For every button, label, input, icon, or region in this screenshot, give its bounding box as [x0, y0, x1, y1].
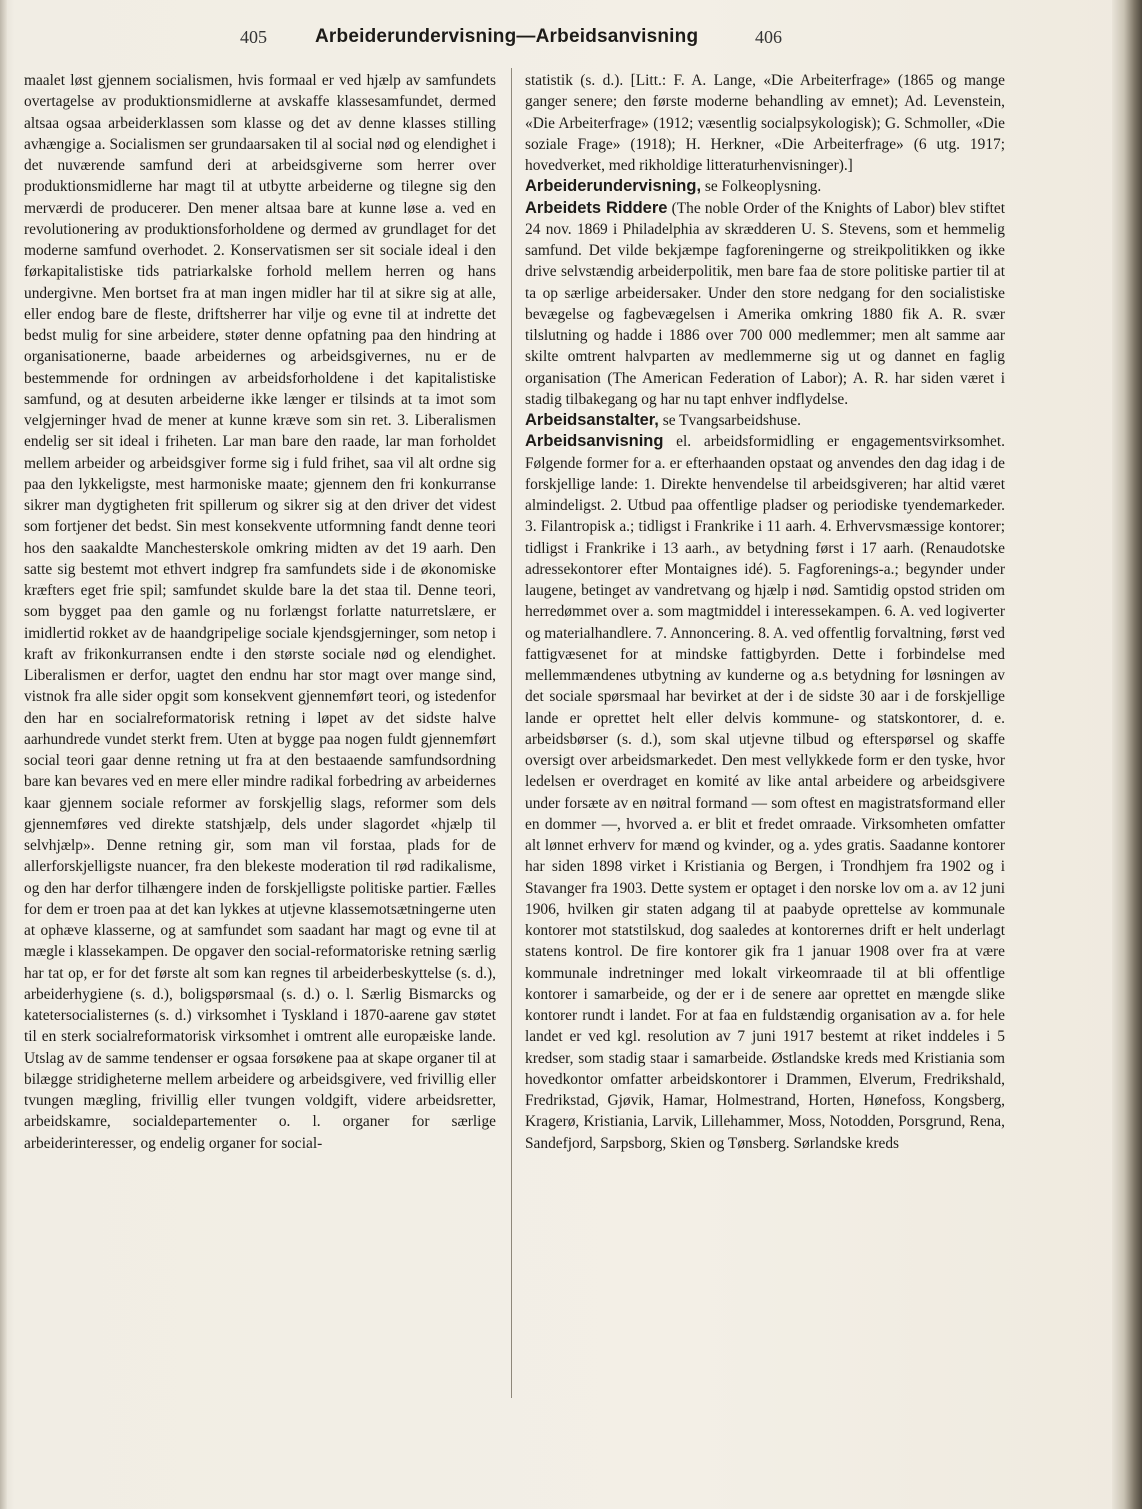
- entry-arbeidets-riddere: [525, 198, 1005, 411]
- page-gutter-edge: [0, 0, 7, 1509]
- entry-arbeidsanstalter: [525, 410, 1005, 431]
- entry-arbeidsanvisning: [525, 431, 1005, 1154]
- column-divider: [511, 68, 512, 1398]
- right-column-intro: statistik (s. d.). [Litt.: F. A. Lange, «Die Arbeiterfrage» (1865 og mange ganger senere; den første moderne behandling av emnet); Ad. Levenstein, «Die Arbeiterfrage» (1912; væsentlig socialpsykologisk); G. Schmoller, «Die soziale Frage» (1918); H. Herkner, «Die Arbeiterfrage» (6 utg. 1917; hovedverket, med rikholdige litteraturhenvisninger).]: [525, 72, 1005, 174]
- left-column: [24, 70, 496, 1410]
- page-number-right: 406: [755, 27, 782, 47]
- running-title: Arbeiderundervisning—Arbeidsanvisning: [315, 26, 699, 47]
- headword: Arbeidsanvisning: [525, 432, 664, 451]
- entry-text: se Folkeoplysning.: [701, 178, 822, 196]
- headword: Arbeiderundervisning,: [525, 177, 702, 196]
- left-column-text: maalet løst gjennem socialismen, hvis formaal er ved hjælp av samfundets overtagelse av produktionsmidlerne at avskaffe klassesamfundet, dermed altsaa ogsaa arbeiderklassen som klasse og det av denne klasses stilling avhængige a. Socialismen ser grundaarsaken til al social nød og elendighet i det nuværende samfund deri at arbeidsgiverne som herrer over produktionsmidlerne har magt til at utbytte arbeiderne og tilegne sig den merværdi de producerer. Den mener altsaa bare at kunne løse a. ved en revolutionering av produktionsforholdene og dermed av grundlaget for det moderne samfund overhodet. 2. Konservatismen ser sit sociale ideal i den førkapitalistiske tids patriarkalske forhold mellem herren og hans undergivne. Men bortset fra at man ingen midler har til at sikre sig at alle, eller endog bare de fleste, driftsherrer har vilje og evne til at indrette det bedst mulig for sine arbeidere, støter denne opfatning paa den hindring at organisationerne, baade arbeidernes og arbeidsgivernes, nu er de bestemmende for ordningen av arbeidsforholdene i det kapitalistiske samfund, og at desuten arbeiderne ikke længer er tilsinds at ta imot som velgjerninger hvad de mener at kunne kræve som sin ret. 3. Liberalismen endelig ser sit ideal i friheten. Lar man bare den raade, lar man forholdet mellem arbeider og arbeidsgiver forme sig i fuld frihet, saa vil alt ordne sig paa den lykkeligste, mest harmoniske maate; gjennem den fri konkurranse sikrer man dygtigheten frit spillerum og sikrer sig at den driver det videst som fortjener det bedst. Sin mest konsekvente utformning fandt denne teori hos den saakaldte Manchesterskole omkring midten av det 19 aarh. Den satte sig bestemt mot ethvert indgrep fra samfundets side i de økonomiske kræfters eget frie spil; samfundet skulde bare la det staa til. Denne teori, som bygget paa den gamle og nu forlængst forlatte naturretslære, er imidlertid rokket av de haandgripelige sociale kjendsgjerninger, som netop i kraft av frikonkurransen endte i den største sociale nød og elendighet. Liberalismen er derfor, uagtet den endnu har stor magt over mange sind, vistnok fra alle sider opgit som konsekvent gjennemført teori, og istedenfor den har en socialreformatorisk retning i løpet av det sidste halve aarhundrede vundet sterkt frem. Uten at bygge paa nogen fuldt gjennemført social teori gaar denne retning ut fra at den bestaaende samfundsordning bare kan bevares ved en mere eller mindre radikal forbedring av arbeidernes kaar gjennem sociale reformer av forskjellig slags, reformer som dels gjennemføres ved direkte statshjælp, dels under slagordet «hjælp til selvhjælp». Denne retning gir, som man vil forstaa, plads for de allerforskjelligste nuancer, fra den blekeste moderation til rød radikalisme, og den har derfor tilhængere inden de forskjelligste politiske partier. Fælles for dem er troen paa at det kan lykkes at utjevne klassemotsætningerne uten at ophæve klasserne, og at samfundet som saadant har magt og evne til at mægle i klassekampen. De opgaver den social-reformatoriske retning særlig har tat op, er for det første alt som kan regnes til arbeiderbeskyttelse (s. d.), arbeiderhygiene (s. d.), boligspørsmaal (s. d.) o. l. Særlig Bismarcks og katetersocialisternes (s. d.) virksomhet i Tyskland i 1870-aarene gav støtet til en sterk socialreformatorisk virksomhet i omtrent alle europæiske lande. Utslag av de samme tendenser er ogsaa forsøkene paa at skape organer til at bilægge stridigheterne mellem arbeidere og arbeidsgivere, ved frivillig eller tvungen mægling, frivillig eller tvungen voldgift, videre arbeidsretter, arbeidskamre, socialdepartementer o. l. organer for særlige arbeiderinteresser, og endelig organer for social-: [24, 72, 496, 1152]
- page-number-left: 405: [240, 27, 267, 47]
- entry-arbeiderundervisning: [525, 176, 1005, 197]
- headword: Arbeidets Riddere: [525, 198, 668, 217]
- entry-text: (The noble Order of the Knights of Labor) blev stiftet 24 nov. 1869 i Philadelphia av skrædderen U. S. Stevens, som et hemmelig samfund. Det vilde bekjæmpe fagforeningerne og streikpolitikken og ikke drive selvstændig arbeiderpolitik, men bare faa de store politiske partier til at ta op særlige arbeidersaker. Under den store nedgang for den socialistiske bevægelse og fagbevægelsen i Amerika omkring 1880 fik A. R. svær tilslutning og hadde i 1886 over 700 000 medlemmer; men alt samme aar skilte omtrent halvparten av medlemmerne sig ut og dannet en faglig organisation (The American Federation of Labor); A. R. har siden været i stadig tilbakegang og har nu tapt enhver indflydelse.: [525, 199, 1005, 408]
- headword: Arbeidsanstalter,: [525, 411, 659, 429]
- page-fore-edge: [1112, 0, 1142, 1509]
- entry-text: el. arbeidsformidling er engagementsvirksomhet. Følgende former for a. er efterhaanden opstaat og anvendes den dag idag i de forskjellige lande: 1. Direkte henvendelse til arbeidsgiveren; har altid været almindeligst. 2. Utbud paa offentlige pladser og periodiske tyendemarkeder. 3. Filantropisk a.; tidligst i Frankrike i 11 aarh. 4. Erhvervsmæssige kontorer; tidligst i Frankrike i 13 aarh., av betydning først i 17 aarh. (Renaudotske adressekontorer efter Montaignes idé). 5. Fagforenings-a.; begynder under laugene, betinget av vandretvang og hjælp i nød. Samtidig opstod striden om herredømmet over a. som magtmiddel i interessekampen. 6. A. ved logiverter og materialhandlere. 7. Annoncering. 8. A. ved offentlig forvaltning, først ved fattigvæsenet for at mindske fattigbyrden. Dette i forbindelse med mellemmændenes utbytning av kunderne og a.s betydning for løsningen av det sociale spørsmaal har bevirket at der i de sidste 30 aar i de forskjellige lande er oprettet helt eller delvis kommune- og statskontorer, d. e. arbeidsbørser (s. d.), som skal utjevne tilbud og efterspørsel og skaffe oversigt over arbeidsmarkedet. Den mest vellykkede form er den tyske, hvor ledelsen er overdraget en komité av like antal arbeidere og arbeidsgivere under forsæte av en nøitral formand — som oftest en magistratsformand eller en dommer —, hvorved a. er blit et fredet omraade. Virksomheten omfatter alt lønnet erhverv for mænd og kvinder, og a. ydes gratis. Saadanne kontorer har siden 1898 virket i Kristiania og Bergen, i Trondhjem fra 1902 og i Stavanger fra 1903. Dette system er optaget i den norske lov om a. av 12 juni 1906, hvilken gir staten adgang til at paabyde oprettelse av kommunale kontorer mot statstilskud, dog saaledes at kontorernes drift er helt underlagt statens kontrol. De fire kontorer gik fra 1 januar 1908 over fra at være kommunale indretninger med lokalt virkeomraade til at bli offentlige kontorer i samarbeide, og der er i de senere aar oprettet en mængde slike kontorer rundt i landet. For at faa en fuldstændig organisation av a. for hele landet er ved kgl. resolution av 7 juni 1917 bestemt at riket inddeles i 5 kredser, som stadig staar i samarbeide. Østlandske kreds med Kristiania som hovedkontor omfatter arbeidskontorer i Drammen, Elverum, Fredrikshald, Fredrikstad, Gjøvik, Hamar, Holmestrand, Horten, Hønefoss, Kongsberg, Kragerø, Kristiania, Larvik, Lillehammer, Moss, Notodden, Porsgrund, Rena, Sandefjord, Sarpsborg, Skien og Tønsberg. Sørlandske kreds: [525, 433, 1005, 1152]
- entry-text: se Tvangsarbeidshuse.: [658, 412, 801, 429]
- right-column: [525, 70, 1005, 1410]
- running-header: [30, 26, 1100, 52]
